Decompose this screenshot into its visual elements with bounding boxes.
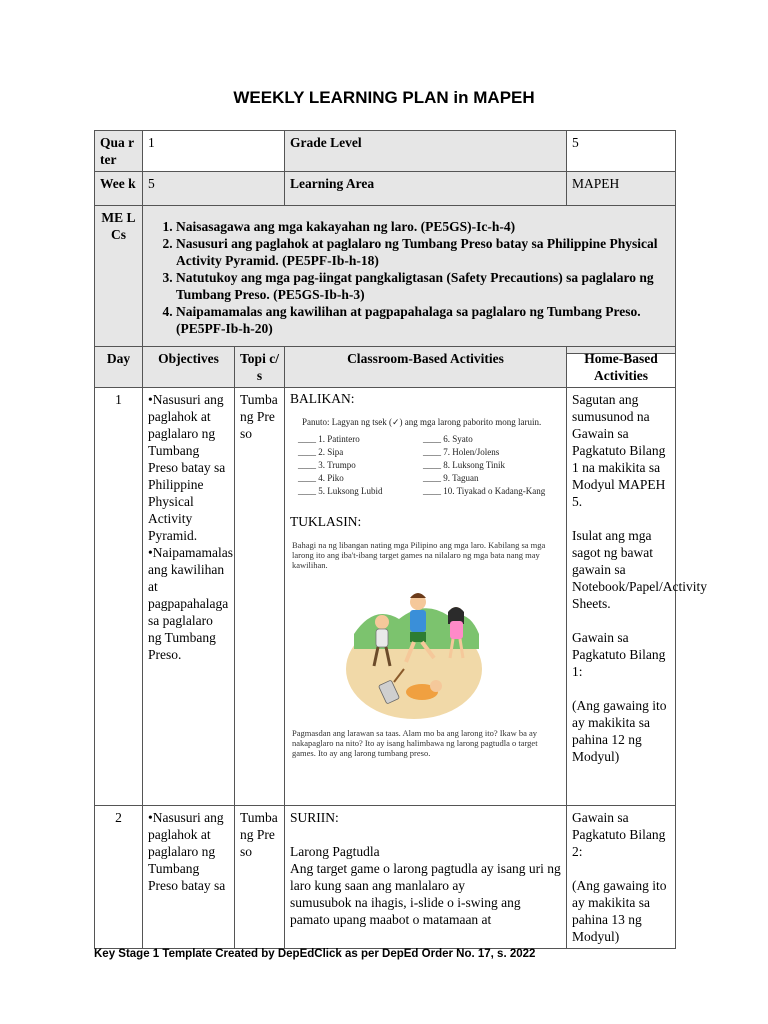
worksheet-item: ____ 10. Tiyakad o Kadang-Kang [423,486,546,496]
worksheet-item: ____ 4. Piko [298,473,344,483]
worksheet-item: ____ 9. Taguan [423,473,479,483]
col-header-day: Day [95,347,143,388]
tuklasin-caption: Pagmasdan ang larawan sa taas. Alam mo ba ang larong ito? Ikaw ba ay nakapaglaro na nito? Ito ay isang halimbawa ng larong pagtudla o target games. Ito ay ang larong tumbang preso. [292,728,538,758]
classroom-cell [285,388,567,806]
topic-cell: Tumbang Preso [235,806,285,949]
melc-item: 3. Natutukoy ang mga pag-iingat pangkaligtasan (Safety Precautions) sa paglalaro ng Tumbang Preso. (PE5GS-Ib-h-3) [176,269,670,303]
melc-item: 1. Naisasagawa ang mga kakayahan ng laro. (PE5GS)-Ic-h-4) [176,218,670,235]
learning-area-label: Learning Area [285,172,567,206]
worksheet-item: ____ 2. Sipa [298,447,344,457]
header-table [94,130,676,354]
melc-item: 4. Naipamamalas ang kawilihan at pagpapahalaga sa paglalaro ng Tumbang Preso. (PE5PF-Ib-h-20) [176,303,670,337]
grade-level-value: 5 [567,131,676,172]
grade-level-label: Grade Level [285,131,567,172]
balikan-worksheet [298,417,548,499]
home-activity-text: Gawain sa Pagkatuto Bilang 2: [572,810,666,859]
suriin-title: Larong Pagtudla [290,844,380,859]
tuklasin-content [292,540,550,758]
table-row [95,806,676,949]
topic-cell: Tumbang Preso [235,388,285,806]
melcs-list [148,218,670,337]
home-activity-text: (Ang gawaing ito ay makikita sa pahina 13 ng Modyul) [572,878,667,944]
page-title: WEEKLY LEARNING PLAN in MAPEH [233,88,535,107]
objectives-cell [143,806,235,949]
worksheet-item: ____ 3. Trumpo [298,460,356,470]
plan-table [94,346,707,949]
footer-note: Key Stage 1 Template Created by DepEdClick as per DepEd Order No. 17, s. 2022 [94,948,536,960]
tuklasin-label: TUKLASIN: [290,514,362,529]
melcs-cell [143,206,676,354]
objective-item: • Naipamamalas ang kawilihan at pagpapahalaga sa paglalaro ng Tumbang Preso. [148,544,229,663]
col-header-topics: Topi c/s [235,347,285,388]
day-cell: 2 [95,806,143,949]
suriin-text: sumusubok na ihagis, i-slide o i-swing ang pamato upang maabot o matamaan at [290,895,521,927]
tumbang-preso-illustration [344,574,484,724]
worksheet-left-column [298,434,423,499]
col-header-objectives: Objectives [143,347,235,388]
worksheet-item: ____ 7. Holen/Jolens [423,447,500,457]
worksheet-item: ____ 1. Patintero [298,434,360,444]
objective-item: • Nasusuri ang paglahok at paglalaro ng Tumbang Preso batay sa Philippine Physical Activity Pyramid. [148,391,229,544]
home-activity-text: Isulat ang mga sagot ng bawat gawain sa Notebook/Papel/Activity Sheets. [572,528,707,611]
worksheet-item: ____ 8. Luksong Tinik [423,460,506,470]
melcs-label: ME LCs [95,206,143,354]
home-activity-text: (Ang gawaing ito ay makikita sa pahina 12 ng Modyul) [572,698,667,764]
objective-item: • Nasusuri ang paglahok at paglalaro ng Tumbang Preso batay sa [148,809,229,894]
learning-area-value: MAPEH [567,172,676,206]
quarter-value: 1 [143,131,285,172]
home-activity-text: Gawain sa Pagkatuto Bilang 1: [572,630,666,679]
day-cell: 1 [95,388,143,806]
melc-item: 2. Nasusuri ang paglahok at paglalaro ng Tumbang Preso batay sa Philippine Physical Activity Pyramid. (PE5PF-Ib-h-18) [176,235,670,269]
week-label: Wee k [95,172,143,206]
home-cell [567,388,707,806]
home-cell [567,806,676,949]
home-activity-text: Sagutan ang sumusunod na Gawain sa Pagkatuto Bilang 1 na makikita sa Modyul MAPEH 5. [572,392,666,509]
worksheet-item: ____ 6. Syato [423,434,473,444]
worksheet-right-column [423,434,548,499]
col-header-home: Home-Based Activities [567,347,676,388]
classroom-cell [285,806,567,949]
quarter-label: Qua rter [95,131,143,172]
balikan-label: BALIKAN: [290,391,355,406]
col-header-classroom: Classroom-Based Activities [285,347,567,388]
tuklasin-intro: Bahagi na ng libangan nating mga Pilipino ang mga laro. Kabilang sa mga larong ito ang iba't-ibang target games na nilalaro ng mga bata nang may kawilihan. [292,540,546,570]
table-row [95,388,676,806]
suriin-label: SURIIN: [290,810,339,825]
objectives-cell [143,388,235,806]
suriin-text: Ang target game o larong pagtudla ay isang uri ng laro kung saan ang manlalaro ay [290,861,561,893]
worksheet-item: ____ 5. Luksong Lubid [298,486,383,496]
week-value: 5 [143,172,285,206]
worksheet-instruction: Panuto: Lagyan ng tsek (✓) ang mga larong paborito mong laruin. [302,417,542,427]
